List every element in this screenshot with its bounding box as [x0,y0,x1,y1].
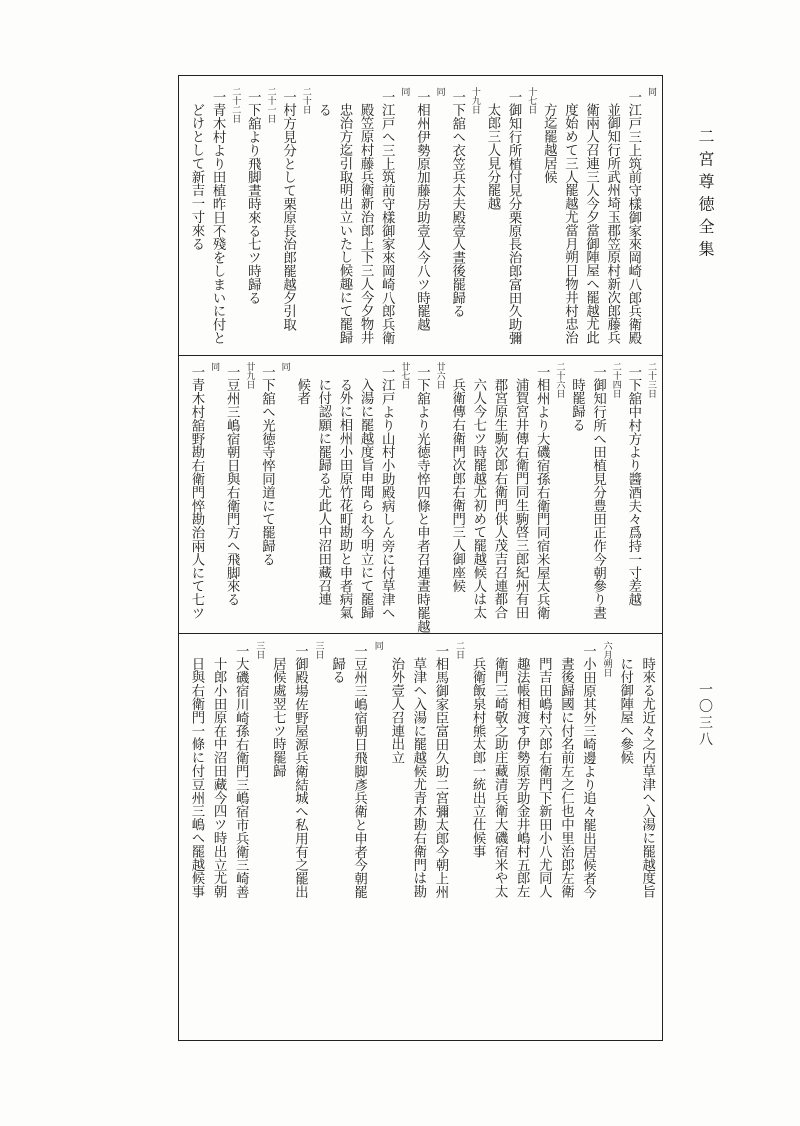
entry-continuation-line: 候者 [294,378,310,406]
entry-date-label: 同 [209,362,220,371]
entry-continuation-line: に付認願に罷歸る尤此人中沼田藏召連 [315,378,331,607]
entry-first-line: 一御知行所植付見分栗原長治郎富田久助彌 [506,90,522,345]
entry-first-line: 一下舘へ衣笠兵太夫殿壹人晝後罷歸る [449,90,465,318]
entry-date-label: 同 [279,362,290,371]
entry-date-label: 廿七日 [399,362,410,389]
entry-first-line: 一御殿場佐野屋源兵衛結城へ私用有之罷出 [292,644,308,899]
entry-date-label: 同 [372,641,383,650]
entry-date-label: 廿六日 [434,362,445,389]
entry-continuation-line: 太郎三人見分罷越 [485,103,500,211]
entry-continuation-line: 草津へ入湯に罷越候尤青木勘右衛門は勘 [410,657,426,899]
entry-continuation-line: どけとして新吉一寸來る [189,103,204,251]
entry-date-label: 同 [434,87,445,96]
entry-continuation-line: 忠治方迄引取明出立いたし候趣にて罷歸 [337,103,352,345]
entry-continuation-line: 居候處翌七ツ時罷歸 [270,657,286,778]
entry-continuation-line: 並御知行所武州埼玉郡笠原村新次郎藤兵 [604,103,620,345]
entry-first-line: 一下舘中村方より醬酒夫々爲持一寸差越 [625,365,641,607]
entry-continuation-line: る [315,103,331,117]
entry-date-label: 二十一日 [265,87,276,123]
entry-first-line: 一小田原其外三崎邊より追々罷出居候者今 [580,644,596,899]
entry-continuation-line: 殿笠原村藤兵衛新治郎上下三人今夕物井 [358,103,374,345]
entry-continuation-line: 時來る尤近々之内草津へ入湯に罷越度旨 [639,657,655,899]
entry-continuation-line: 門吉田嶋村六郎右衛門下新田小八尤同人 [536,657,552,899]
entry-continuation-line: 兵衛傳右衛門次郎右衛門三人御座候 [449,378,465,593]
entry-continuation-line: 時罷歸る [569,378,585,432]
entry-continuation-line: 晝後歸國に付名前左之仁也中里治郎左衛 [558,657,574,899]
entry-date-label: 二十三日 [646,362,656,398]
entry-continuation-line: 衛門三崎敬之助庄藏清兵衛大磯宿米や太 [492,657,508,899]
entry-continuation-line: 日與右衛門一條に付豆州三嶋へ罷越候事 [189,657,204,899]
entry-first-line: 一下舘より光徳寺悴四條と申者召連晝時罷越 [414,365,430,633]
entry-date-label: 同 [399,87,410,96]
entry-date-label: 六月朔日 [601,641,612,677]
entry-date-label: 十九日 [469,87,480,114]
entry-first-line: 一豆州三嶋宿朝日與右衛門方へ飛脚來る [224,365,240,607]
entry-first-line: 一大磯宿川崎孫右衛門三嶋宿市兵衛三崎善 [233,644,249,899]
entry-first-line: 一下舘より飛脚晝時來る七ツ時歸る [245,90,261,305]
entry-date-label: 二日 [454,641,465,659]
entry-date-label: 十七日 [526,87,537,114]
entry-continuation-line: 歸る [329,657,345,685]
entry-first-line: 一青木村より田植昨日不殘をしまいに付と [210,90,226,345]
entry-continuation-line: 郡宮原生駒次郎右衛門供人茂吉召連都合 [492,378,507,620]
entry-first-line: 一江戸より山村小助殿病しん旁に付草津へ [379,365,395,620]
entry-date-label: 廿九日 [244,362,255,389]
entry-date-label: 二十四日 [610,362,621,398]
diary-band-upper [179,76,662,355]
entry-first-line: 一相馬御家臣富田久助二宮彌太郎今朝上州 [432,644,448,899]
diary-band-lower [179,633,662,1040]
entry-continuation-line: 六人今七ツ時罷越尤初めて罷越候人は太 [470,378,486,620]
entry-first-line: 一江戸三上筑前守樣御家來岡崎八郎兵衛殿 [625,90,641,345]
entry-first-line: 一豆州三嶋宿朝日飛脚彥兵衛と申者今朝罷 [351,644,367,899]
entry-continuation-line: 浦賀宮井傳右衛門同生駒啓三郎紀州有田 [513,378,529,620]
entry-continuation-line: 入湯に罷越度旨申聞られ今明立にて罷歸 [358,378,374,620]
entry-date-label: 二十六日 [554,362,565,398]
entry-continuation-line: 方迄罷越居候 [541,103,557,184]
entry-continuation-line: る外に相州小田原竹花町勘助と申者病氣 [337,378,352,620]
entry-first-line: 一相州より大磯宿孫右衛門同宿米屋太兵衛 [534,365,550,620]
entry-continuation-line: 治外壹人召連出立 [388,657,404,765]
entry-date-label: 三日 [313,641,324,659]
entry-first-line: 一青木村舘野勘右衛門悴勘治兩人にて七ツ [189,365,204,620]
entry-first-line: 一相州伊勢原加藤房助壹人今八ツ時罷越 [414,90,430,332]
entry-date-label: 同 [646,87,656,96]
entry-continuation-line: 趣法帳相渡す伊勢原芳助金井嶋村五郎左 [514,657,530,899]
diary-band-middle [179,355,662,633]
entry-continuation-line: に付御陣屋へ參候 [617,657,633,765]
page-number: 一〇三八 [697,682,713,748]
entry-continuation-line: 衛兩人召連三人今夕當御陣屋へ罷越尤此 [583,103,599,345]
entry-date-label: 二十二日 [230,87,241,123]
text-frame [178,75,663,1041]
entry-date-label: 三日 [254,641,265,659]
entry-continuation-line: 度始めて三人罷越尤當月朔日物井村忠治 [562,103,578,345]
entry-first-line: 一御知行所へ田植見分豊田正作今朝參り晝 [590,365,606,620]
entry-continuation-line: 十郎小田原在中沼田藏今四ツ時出立尤朝 [211,657,227,899]
book-title: 二宮尊徳全集 [696,128,715,263]
entry-first-line: 一江戸へ三上筑前守樣御家來岡崎八郎兵衛 [379,90,395,345]
entry-first-line: 一下舘へ光徳寺悴同道にて罷歸る [259,365,275,566]
entry-first-line: 一村方見分として栗原長治郎罷越夕引取 [280,90,296,332]
entry-continuation-line: 兵衛飯泉村熊太郎一統出立仕候事 [470,657,486,859]
entry-date-label: 二十日 [300,87,311,114]
